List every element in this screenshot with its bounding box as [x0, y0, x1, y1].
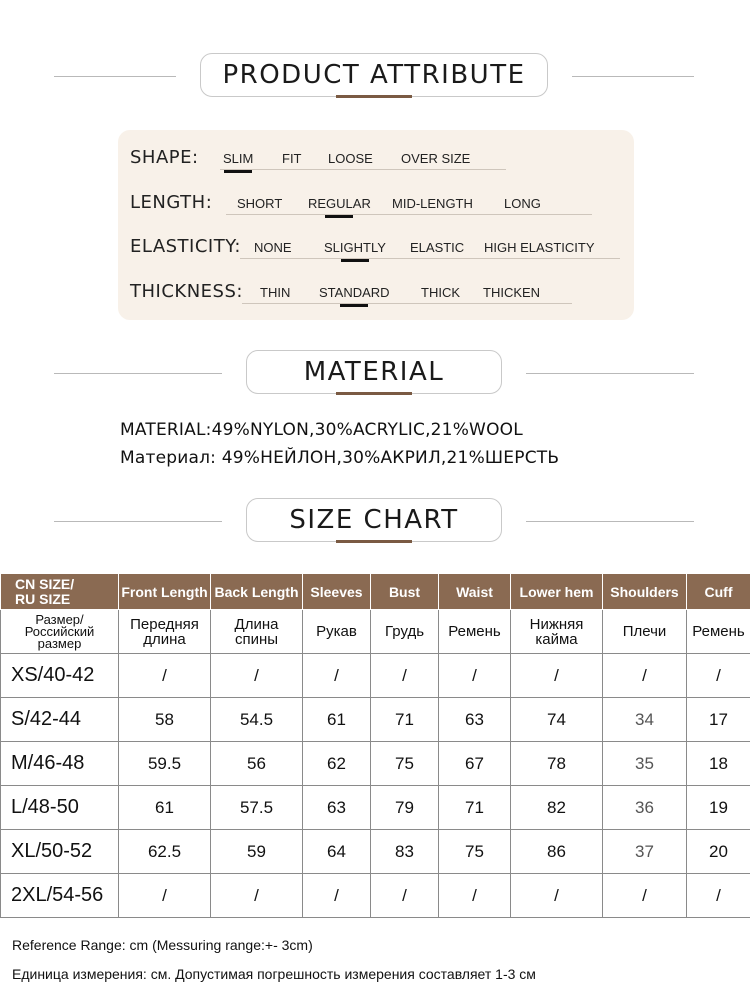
value-cell: / — [603, 654, 687, 698]
value-cell: 35 — [603, 742, 687, 786]
value-cell: 58 — [119, 698, 211, 742]
attr-option: FIT — [282, 151, 302, 166]
material-en-label: MATERIAL: — [120, 420, 212, 440]
material-title-pill — [246, 350, 502, 394]
attr-row-elasticity — [130, 232, 630, 262]
attr-option: THICK — [421, 285, 460, 300]
value-cell: 20 — [687, 830, 750, 874]
value-cell: / — [211, 874, 303, 918]
attr-option-selected: SLIM — [223, 151, 254, 166]
attr-option: NONE — [254, 240, 292, 255]
left-divider — [54, 521, 222, 522]
value-cell: 19 — [687, 786, 750, 830]
value-cell: 54.5 — [211, 698, 303, 742]
table-row — [1, 786, 750, 830]
value-cell: / — [687, 654, 750, 698]
right-divider — [572, 76, 694, 77]
attr-line — [220, 169, 506, 170]
size-cell: M/46-48 — [1, 742, 119, 786]
material-ru — [120, 448, 559, 468]
attr-option-selected: REGULAR — [308, 196, 371, 211]
title-underline — [336, 95, 412, 98]
attr-option-selected: SLIGHTLY — [324, 240, 386, 255]
value-cell: / — [439, 874, 511, 918]
header-cell: Front Length — [119, 574, 211, 610]
value-cell: 71 — [439, 786, 511, 830]
size-cell: XL/50-52 — [1, 830, 119, 874]
table-row — [1, 830, 750, 874]
value-cell: 71 — [371, 698, 439, 742]
value-cell: / — [371, 874, 439, 918]
size-title: SIZE CHART — [289, 505, 459, 535]
size-chart-table — [0, 573, 750, 918]
value-cell: 63 — [303, 786, 371, 830]
size-cell: S/42-44 — [1, 698, 119, 742]
value-cell: / — [511, 874, 603, 918]
header-cell: Waist — [439, 574, 511, 610]
attribute-title: PRODUCT ATTRIBUTE — [222, 60, 526, 90]
footnote-en: Reference Range: cm (Messuring range:+- 3cm) — [12, 937, 313, 953]
table-row — [1, 654, 750, 698]
attr-row-thickness — [130, 277, 630, 307]
value-cell: 18 — [687, 742, 750, 786]
header-cell: Нижняя кайма — [511, 610, 603, 654]
value-cell: 74 — [511, 698, 603, 742]
value-cell: / — [511, 654, 603, 698]
header-cell: Back Length — [211, 574, 303, 610]
attr-option: OVER SIZE — [401, 151, 471, 166]
value-cell: 59 — [211, 830, 303, 874]
title-underline — [336, 392, 412, 395]
value-cell: / — [439, 654, 511, 698]
material-ru-label: Материал: — [120, 448, 217, 468]
attr-option: HIGH ELASTICITY — [484, 240, 595, 255]
header-cell: CN SIZE/ RU SIZE — [1, 574, 119, 610]
value-cell: / — [603, 874, 687, 918]
left-divider — [54, 373, 222, 374]
header-cell: Грудь — [371, 610, 439, 654]
value-cell: 75 — [439, 830, 511, 874]
title-underline — [336, 540, 412, 543]
header-cell: Рукав — [303, 610, 371, 654]
header-cell: Bust — [371, 574, 439, 610]
header-cell: Длина спины — [211, 610, 303, 654]
attr-option: THIN — [260, 285, 291, 300]
material-ru-value: 49%НЕЙЛОН,30%АКРИЛ,21%ШЕРСТЬ — [221, 448, 560, 468]
right-divider — [526, 373, 694, 374]
value-cell: 34 — [603, 698, 687, 742]
value-cell: 57.5 — [211, 786, 303, 830]
header-cell: Размер/ Российский размер — [1, 610, 119, 654]
attr-label: LENGTH: — [130, 192, 213, 213]
value-cell: / — [119, 874, 211, 918]
attribute-section-header — [0, 53, 750, 101]
attr-option: SHORT — [237, 196, 283, 211]
left-divider — [54, 76, 176, 77]
value-cell: 62.5 — [119, 830, 211, 874]
value-cell: 64 — [303, 830, 371, 874]
footnote-ru: Единица измерения: см. Допустимая погрешность измерения составляет 1-3 см — [12, 966, 536, 982]
value-cell: / — [303, 874, 371, 918]
value-cell: 82 — [511, 786, 603, 830]
value-cell: 61 — [119, 786, 211, 830]
value-cell: 86 — [511, 830, 603, 874]
material-en-value: 49%NYLON,30%ACRYLIC,21%WOOL — [211, 420, 523, 440]
attr-option: LONG — [504, 196, 541, 211]
value-cell: / — [371, 654, 439, 698]
attr-line — [242, 303, 572, 304]
material-title: MATERIAL — [303, 357, 445, 387]
attr-option-selected: STANDARD — [319, 285, 390, 300]
attr-option: MID-LENGTH — [392, 196, 473, 211]
value-cell: 17 — [687, 698, 750, 742]
value-cell: 75 — [371, 742, 439, 786]
header-cell: Передняя длина — [119, 610, 211, 654]
header-row-en — [1, 574, 750, 610]
attr-row-shape — [130, 143, 630, 173]
table-row — [1, 742, 750, 786]
value-cell: 61 — [303, 698, 371, 742]
attr-label: THICKNESS: — [130, 281, 243, 302]
value-cell: 62 — [303, 742, 371, 786]
size-title-pill — [246, 498, 502, 542]
attribute-title-pill — [200, 53, 548, 97]
header-cell: Shoulders — [603, 574, 687, 610]
value-cell: / — [119, 654, 211, 698]
header-cell: Ремень — [687, 610, 750, 654]
value-cell: 59.5 — [119, 742, 211, 786]
right-divider — [526, 521, 694, 522]
table-row — [1, 698, 750, 742]
header-cell: Sleeves — [303, 574, 371, 610]
attr-line — [226, 214, 592, 215]
value-cell: 63 — [439, 698, 511, 742]
header-row-ru — [1, 610, 750, 654]
header-cell: Ремень — [439, 610, 511, 654]
material-en — [120, 420, 523, 440]
size-cell: XS/40-42 — [1, 654, 119, 698]
attr-row-length — [130, 188, 630, 218]
attr-option: THICKEN — [483, 285, 541, 300]
header-cell: Cuff — [687, 574, 750, 610]
value-cell: / — [303, 654, 371, 698]
size-cell: L/48-50 — [1, 786, 119, 830]
size-cell: 2XL/54-56 — [1, 874, 119, 918]
attr-label: SHAPE: — [130, 147, 199, 168]
size-section-header — [0, 498, 750, 546]
value-cell: 67 — [439, 742, 511, 786]
attr-option: ELASTIC — [410, 240, 465, 255]
value-cell: 37 — [603, 830, 687, 874]
value-cell: 83 — [371, 830, 439, 874]
value-cell: / — [687, 874, 750, 918]
attr-label: ELASTICITY: — [130, 236, 241, 257]
table-row — [1, 874, 750, 918]
value-cell: 56 — [211, 742, 303, 786]
attribute-panel — [118, 130, 634, 320]
value-cell: / — [211, 654, 303, 698]
header-cell: Lower hem — [511, 574, 603, 610]
attr-option: LOOSE — [328, 151, 373, 166]
attr-line — [240, 258, 620, 259]
material-section-header — [0, 350, 750, 398]
value-cell: 36 — [603, 786, 687, 830]
value-cell: 79 — [371, 786, 439, 830]
value-cell: 78 — [511, 742, 603, 786]
header-cell: Плечи — [603, 610, 687, 654]
